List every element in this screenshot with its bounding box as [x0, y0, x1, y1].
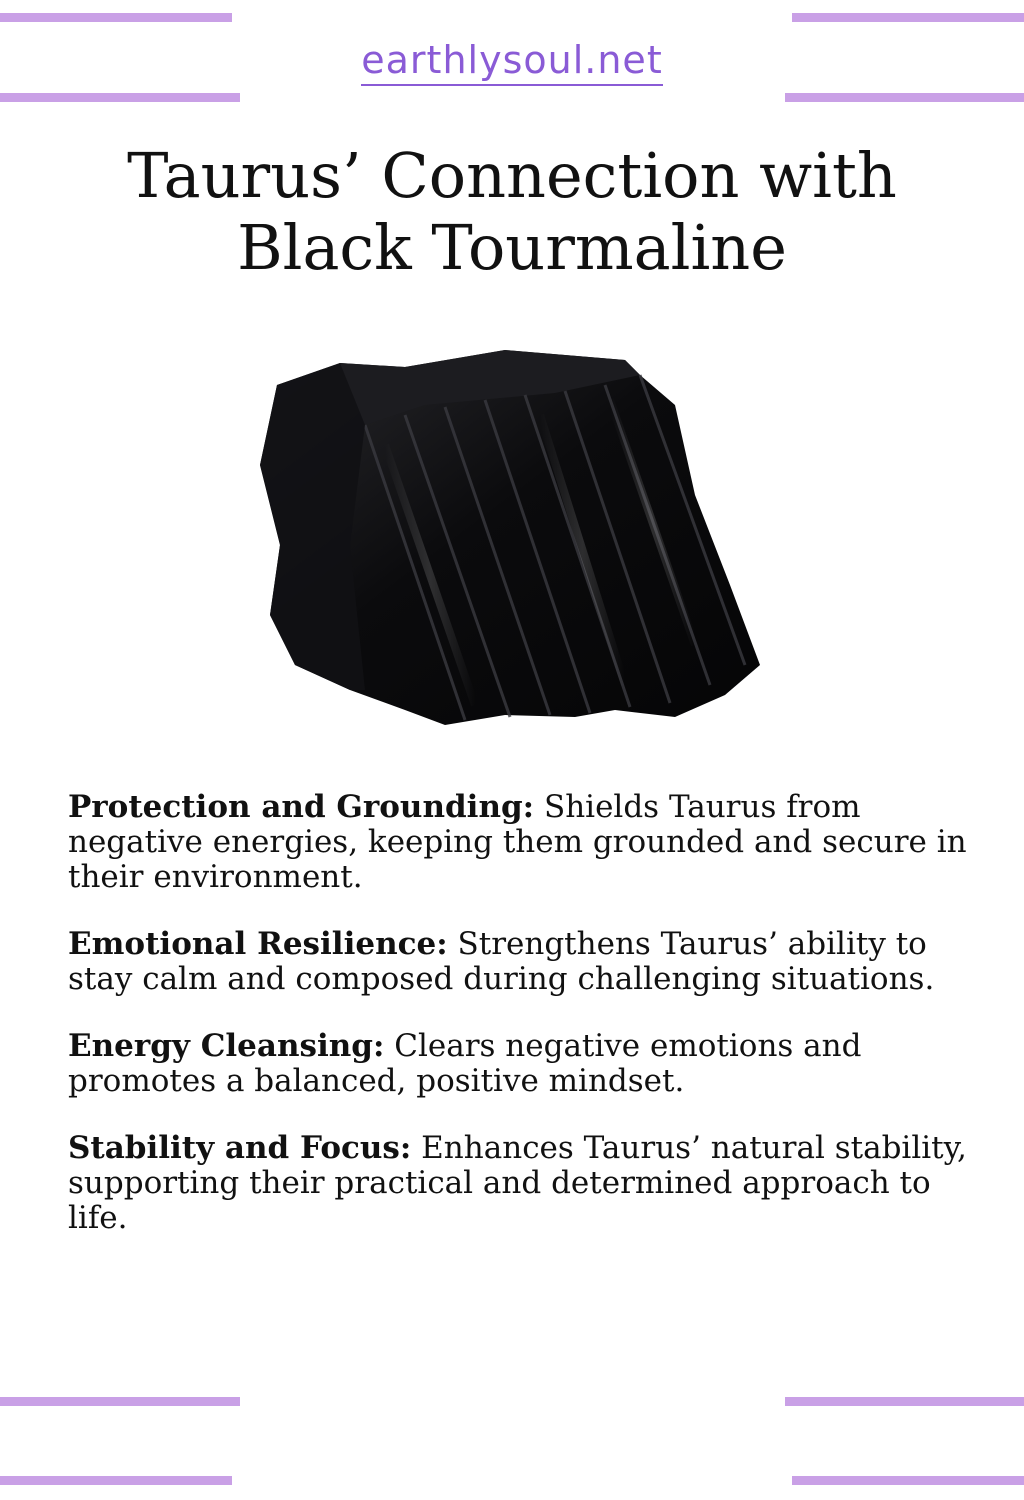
item-label: Stability and Focus: — [68, 1130, 412, 1166]
black-tourmaline-image — [255, 345, 775, 735]
top-right-bar-1 — [792, 13, 1024, 22]
item-label: Emotional Resilience: — [68, 926, 448, 962]
list-item — [68, 927, 968, 997]
item-text: Clears negative emotions and promotes a balanced, positive mindset. — [68, 1028, 862, 1099]
list-item — [68, 1029, 968, 1099]
top-right-bar-2 — [785, 93, 1024, 102]
bottom-right-bar-1 — [785, 1397, 1024, 1406]
bottom-left-bar-2 — [0, 1476, 232, 1485]
bottom-right-bar-2 — [792, 1476, 1024, 1485]
bottom-left-bar-1 — [0, 1397, 240, 1406]
item-label: Protection and Grounding: — [68, 789, 535, 825]
item-label: Energy Cleansing: — [68, 1028, 385, 1064]
title-line-2: Black Tourmaline — [237, 211, 787, 284]
list-item — [68, 790, 968, 895]
benefits-list — [68, 790, 968, 1268]
logo-text: earthlysoul.net — [361, 38, 662, 86]
stone-left-rough-face — [260, 363, 365, 690]
top-left-bar-2 — [0, 93, 240, 102]
site-logo[interactable] — [0, 38, 1024, 82]
item-text: Shields Taurus from negative energies, keeping them grounded and secure in their environment. — [68, 789, 967, 895]
item-text: Strengthens Taurus’ ability to stay calm and composed during challenging situations. — [68, 926, 935, 997]
page-title — [40, 140, 984, 284]
list-item — [68, 1131, 968, 1236]
title-line-1: Taurus’ Connection with — [127, 139, 897, 212]
item-text: Enhances Taurus’ natural stability, supporting their practical and determined approach to life. — [68, 1130, 967, 1236]
top-left-bar-1 — [0, 13, 232, 22]
